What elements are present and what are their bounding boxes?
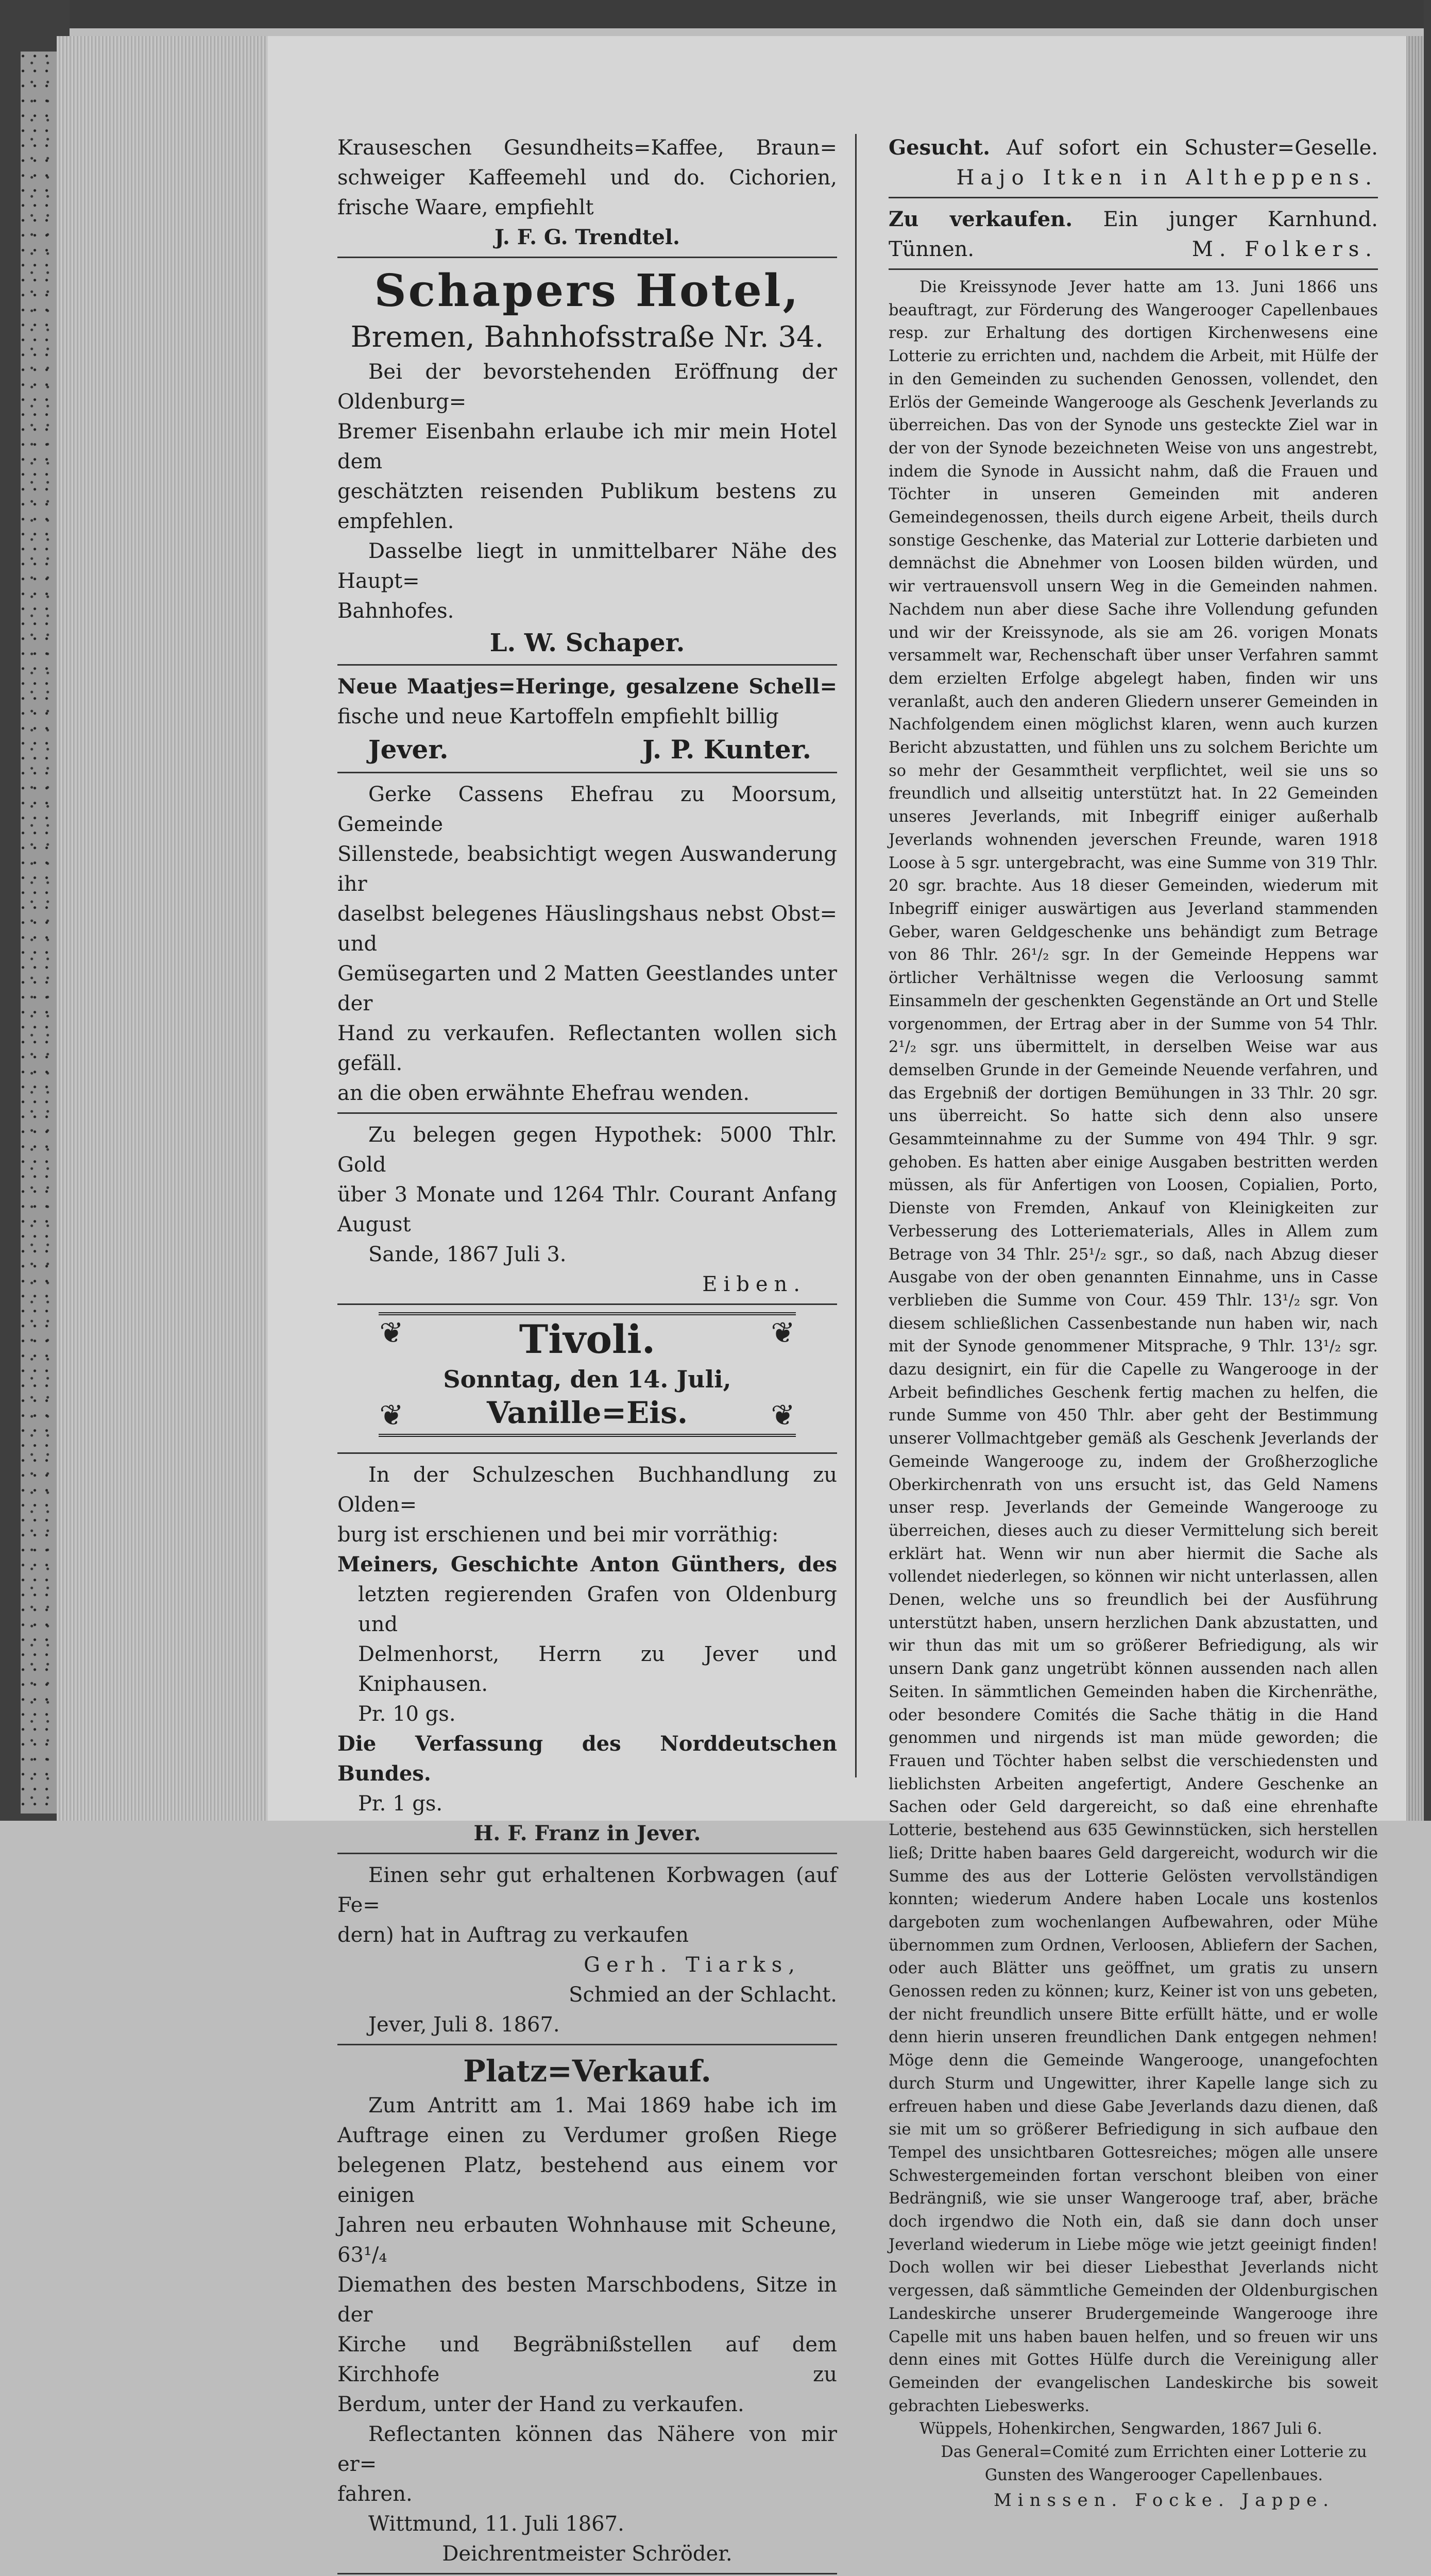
ad-line: fische und neue Kartoffeln empfiehlt billig [337,705,779,728]
ad-line: August [337,1213,411,1236]
left-column [337,133,837,2576]
ad-line: frische Waare, empfiehlt [337,196,594,219]
corner-ornament-icon: ❦ [379,1316,404,1350]
ad-line: Sonntag, den 14. Juli, [443,1365,731,1393]
ad-line: Pr. 1 gs. [358,1792,443,1816]
report-signatures: Minssen. Focke. Jappe. [993,2489,1335,2511]
ad-line: Auftrage einen zu Verdumer großen Riege [337,2124,837,2147]
ad-platz-verkauf [337,2052,837,2574]
corner-ornament-icon: ❦ [771,1399,795,1432]
ad-signature: Gerh. Tiarks, [584,1953,801,1977]
ad-tivoli [337,1312,837,1454]
ad-title: Tivoli. [519,1316,656,1362]
report-paragraph: Die Kreissynode Jever hatte am 13. Juni 1866 uns beauftragt, zur Förderung des Wangerooger Capellenbaues resp. zur Erhaltung des dortigen Kirchenwesens eine Lotterie zu errichten und, nachdem die Arbeit, mit Hülfe der in den Gemeinden zu suchenden Genossen, vollendet, den Erlös der Gemeinde Wangerooge als Geschenk Jeverlands zu überreichen. Das von der Synode uns gesteckte Ziel war in der von der Synode bezeichneten Weise von uns angestrebt, indem die Synode in Aussicht nahm, daß die Frauen und Töchter in unseren Gemeinden mit anderen Gemeindegenossen, theils durch eigene Arbeit, theils durch sonstige Geschenke, das Material zur Lotterie darbieten und demnächst die Abnehmer von Loosen bilden würden, und wir vertrauensvoll unsern Weg in die Gemeinden nahmen. Nachdem nun aber diese Sache ihre Vollendung gefunden und wir der Kreissynode, als sie am 26. vorigen Monats versammelt war, Rechenschaft über unser Verfahren sammt dem erzielten Erfolge abgelegt haben, finden wir uns veranlaßt, auch den anderen Gliedern unserer Gemeinden in Nachfolgendem einen möglichst klaren, wenn auch kurzen Bericht abzustatten, und fühlen uns zu solchem Berichte um so mehr der Gesammtheit verpflichtet, weil sie uns so freundlich und allseitig unterstützt hat. In 22 Gemeinden unseres Jeverlands, mit Inbegriff einiger außerhalb Jeverlands wohnenden jeverschen Freunde, waren 1918 Loose à 5 sgr. untergebracht, was eine Summe von 319 Thlr. 20 sgr. brachte. Aus 18 dieser Gemeinden, wiederum mit Inbegriff einiger auswärtigen aus Jeverland stammenden Geber, waren Geldgeschenke uns behändigt zum Betrage von 86 Thlr. 26¹/₂ sgr. In der Gemeinde Heppens war örtlicher Verhältnisse wegen die Verloosung sammt Einsammeln der geschenkten Gegenstände an Ort und Stelle vorgenommen, der Ertrag aber in der Summe von 54 Thlr. 2¹/₂ sgr. uns übermittelt, in derselben Weise war aus demselben Grunde in der Gemeinde Neuende verfahren, und das Ergebniß der dortigen Bemühungen in 33 Thlr. 20 sgr. uns überreicht. So hatte sich denn also unsere Gesammteinnahme zu der Summe von 494 Thlr. 9 sgr. gehoben. Es hatten aber einige Ausgaben bestritten werden müssen, als für Anfertigen von Loosen, Copialien, Porto, Dienste von Fremden, Ankauf von Kleinigkeiten zur Verbesserung des Lotteriematerials, Alles in Allem zum Betrage von 34 Thlr. 25¹/₂ sgr., so daß, nach Abzug dieser Ausgabe von der oben genannten Einnahme, uns in Casse verblieben die Summe von Cour. 459 Thlr. 13¹/₂ sgr. Von diesem schließlichen Cassenbestande nun haben wir, nach mit der Synode genommener Mitsprache, 9 Thlr. 13¹/₂ sgr. dazu designirt, ein für die Capelle zu Wangerooge in der Arbeit befindliches Geschenk fertig machen zu helfen, die runde Summe von 450 Thlr. aber geht der Bestimmung unserer Vollmachtgeber gemäß als Geschenk Jeverlands der Gemeinde Wangerooge zu, indem der Großherzogliche Oberkirchenrath von uns ersucht ist, das Geld Namens unser resp. Jeverlands der Gemeinde Wangerooge zu überreichen, dieses auch zu dieser Vermittelung sich bereit erklärt hat. Wenn wir nun aber hiermit die Sache als vollendet niederlegen, so können wir nicht unterlassen, allen Denen, welche uns so freundlich bei der Ausführung unterstützt haben, unsern herzlichen Dank abzustatten, und wir thun das mit um so größerer Befriedigung, als wir unsern Dank ganz ungetrübt können aussenden nach allen Seiten. In sämmtlichen Gemeinden haben die Kirchenräthe, oder besondere Comités die Sache thätig in die Hand genommen und nirgends ist man müde geworden; die Frauen und Töchter haben selbst die verschiedensten und lieblichsten Arbeiten angefertigt, Andere Geschenke an Sachen oder Geld dargereicht, so daß eine ehrenhafte Lotterie, bestehend aus 635 Gewinnstücken, sich herstellen ließ; Dritte haben baares Geld dargereicht, wodurch wir die Summe des aus der Lotterie Gelösten vervollständigen konnten; wiederum Andere haben Locale uns kostenlos dargeboten zum wochenlangen Aufbewahren, oder Mühe übernommen zum Ordnen, Verloosen, Abliefern der Sachen, oder auch Blätter uns geöffnet, um gratis zu unsern Genossen reden zu können; kurz, Keiner ist von uns gebeten, der nicht freundlich unsere Bitte erfüllt hätte, und er wolle denn hierin unseren freundlichen Dank entgegen nehmen! Möge denn die Gemeinde Wangerooge, unangefochten durch Sturm und Ungewitter, ihrer Kapelle lange sich zu erfreuen haben und diese Gabe Jeverlands dazu dienen, daß sie mit um so größerer Befriedigung in sich aufbaue den Tempel des unsichtbaren Gottesreiches; mögen alle unsere Schwestergemeinden fortan verschont bleiben von einer Bedrängniß, wie sie unser Wangerooge traf, aber, bräche doch irgendwo die Noth ein, daß sie dann doch unser Jeverland wiederum in Liebe möge wie jetzt geeinigt finden! Doch wollen wir bei dieser Liebesthat Jeverlands nicht vergessen, daß sämmtliche Gemeinden der Oldenburgischen Landeskirche unserer Brudergemeinde Wangerooge ihre Capelle mit uns haben bauen helfen, und so freuen wir uns denn eines mit Gottes Hülfe durch die Vereinigung aller Gemeinden der evangelischen Landeskirche bis soweit gebrachten Liebeswerks. [889,278,1378,2415]
report-committee: Das General=Comité zum Errichten einer Lotterie zu Gunsten des Wangerooger Capellenbaues. [941,2443,1367,2484]
ad-line: Einen sehr gut erhaltenen Korbwagen (auf Fe= [337,1863,837,1917]
ad-hypothek [337,1120,837,1305]
ad-line: Berdum, unter der Hand zu verkaufen. [337,2393,744,2416]
ad-date: Wittmund, 11. Juli 1867. [368,2512,624,2536]
ad-kreissynode-bericht [889,276,1378,2517]
ad-line: Bahnhofes. [337,599,454,623]
ad-line: Gerke Cassens Ehefrau zu Moorsum, Gemeinde [337,783,837,836]
ad-line: Bei der bevorstehenden Eröffnung der Oldenburg= [337,360,837,414]
right-column [889,133,1378,2523]
ad-line: an die oben erwähnte Ehefrau wenden. [337,1081,750,1105]
ad-line: Bremer Eisenbahn erlaube ich mir mein Hotel dem [337,420,837,473]
ad-signature: H. F. Franz in Jever. [473,1821,701,1845]
ad-signature: Hajo Itken in Altheppens. [956,166,1378,190]
ad-line: Zu belegen gegen Hypothek: 5000 Thlr. Gold [337,1123,837,1177]
ad-line: dern) hat in Auftrag zu verkaufen [337,1923,689,1947]
ad-line: belegenen Platz, bestehend aus einem vor einigen [337,2154,837,2207]
ad-line: burg ist erschienen und bei mir vorräthig: [337,1523,779,1547]
ad-place: Jever. [368,734,449,765]
scan-border-right [1424,0,1431,1821]
ad-line: Vanille=Eis. [486,1395,688,1430]
ad-line: Delmenhorst, Herrn zu Jever und Kniphausen. [358,1642,837,1696]
ad-date: Jever, Juli 8. 1867. [368,2013,560,2037]
report-date: Wüppels, Hohenkirchen, Sengwarden, 1867 Juli 6. [919,2420,1322,2438]
ad-line: schweiger Kaffeemehl und do. Cichorien, [337,166,837,190]
ad-korbwagen [337,1860,837,2045]
ad-gesucht [889,133,1378,198]
ad-line: daselbst belegenes Häuslingshaus nebst Obst= und [337,902,837,956]
ad-line: Jahren neu erbauten Wohnhause mit Scheune, 63¹/₄ [337,2213,837,2267]
ad-line: Krauseschen Gesundheits=Kaffee, Braun= [337,136,837,160]
ad-signature: L. W. Schaper. [489,629,685,657]
ad-signature: M. Folkers. [1191,238,1378,261]
ad-lead: Gesucht. [889,135,991,160]
ad-date: Sande, 1867 Juli 3. [368,1243,567,1266]
ad-signature: J. P. Kunter. [642,734,811,765]
ad-line: Sillenstede, beabsichtigt wegen Auswanderung ihr [337,842,837,896]
ad-line: Reflectanten können das Nähere von mir er= [337,2422,837,2476]
ad-line: In der Schulzeschen Buchhandlung zu Olden= [337,1463,837,1517]
ad-line: letzten regierenden Grafen von Oldenburg und [358,1583,837,1636]
ad-line: Pr. 10 gs. [358,1702,456,1726]
ad-schapers-hotel [337,264,837,666]
ad-signature: Deichrentmeister Schröder. [442,2542,732,2566]
column-rule [855,134,857,1777]
ad-krause-kaffee [337,133,837,258]
ad-cassens-haus [337,779,837,1114]
ad-line: fahren. [337,2482,413,2506]
ad-line: Dasselbe liegt in unmittelbarer Nähe des Haupt= [337,539,837,593]
ad-line: Ein junger Karnhund. [1103,208,1378,231]
right-page-edge [1406,36,1424,1821]
ad-line: Zum Antritt am 1. Mai 1869 habe ich im [368,2094,837,2117]
ad-maatjes-heringe [337,672,837,773]
ad-line: Die Verfassung des Norddeutschen Bundes. [337,1732,837,1786]
ad-line: Auf sofort ein Schuster=Geselle. [1006,136,1378,160]
corner-ornament-icon: ❦ [379,1399,404,1432]
ad-occupation: Schmied an der Schlacht. [569,1983,837,2007]
ad-address: Bremen, Bahnhofsstraße Nr. 34. [350,320,824,354]
corner-ornament-icon: ❦ [771,1316,795,1350]
ad-schulze-buchhandlung [337,1460,837,1854]
ad-title: Schapers Hotel, [374,265,800,317]
ad-signature: Eiben. [702,1273,806,1296]
scan-border-top [0,0,1431,28]
ad-line: Diemathen des besten Marschbodens, Sitze in der [337,2273,837,2327]
ad-line: geschätzten reisenden Publikum bestens zu empfehlen. [337,480,837,533]
ad-line: Hand zu verkaufen. Reflectanten wollen sich gefäll. [337,1022,837,1075]
book-page-edges [57,36,273,1821]
ad-place: Tünnen. [889,238,975,261]
ad-line: Meiners, Geschichte Anton Günthers, des [337,1552,837,1577]
ad-signature: J. F. G. Trendtel. [495,225,680,249]
ad-line: über 3 Monate und 1264 Thlr. Courant Anfang [337,1183,837,1207]
ad-lead: Zu verkaufen. [889,207,1073,231]
ad-line: Neue Maatjes=Heringe, gesalzene Schell= [337,674,837,699]
tivoli-frame [379,1312,796,1437]
ad-zu-verkaufen [889,205,1378,270]
ad-title: Platz=Verkauf. [463,2054,711,2089]
ad-line: Gemüsegarten und 2 Matten Geestlandes unter der [337,962,837,1015]
ad-line: Kirche und Begräbnißstellen auf dem Kirchhofe zu [337,2333,837,2386]
